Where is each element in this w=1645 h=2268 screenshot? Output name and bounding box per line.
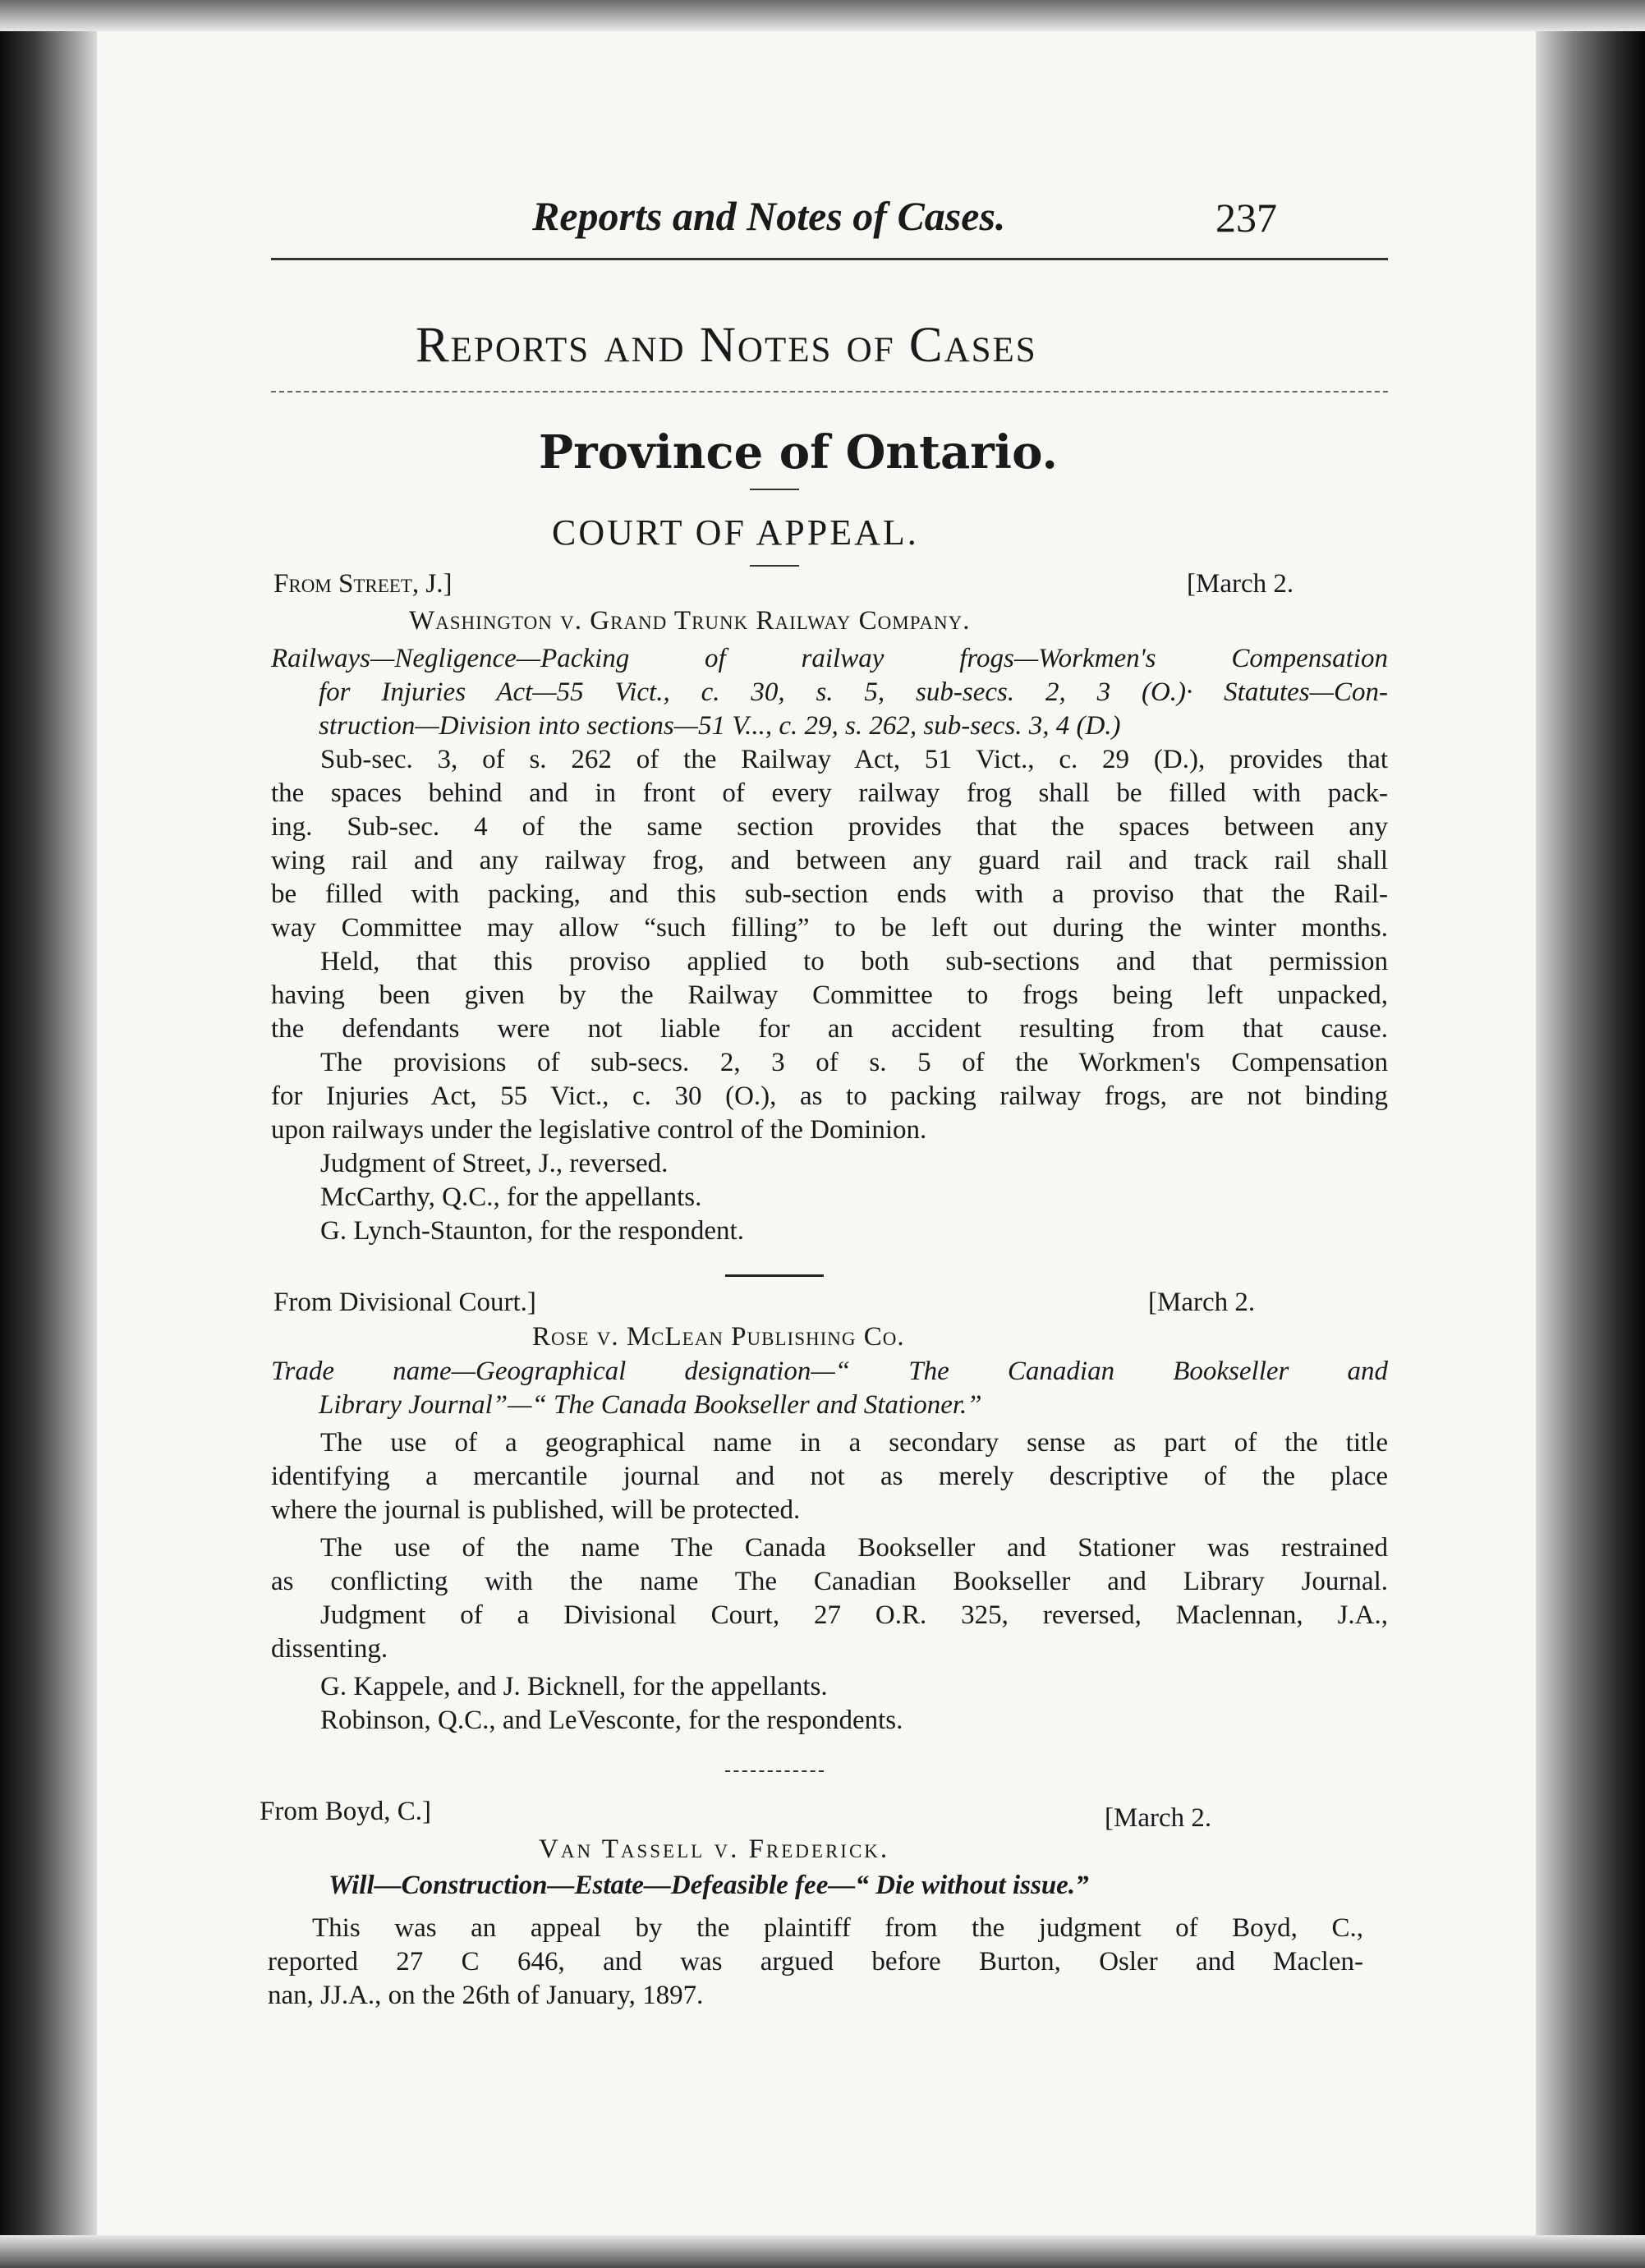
case1-counsel: McCarthy, Q.C., for the appellants. xyxy=(320,1182,702,1212)
case2-counsel: G. Kappele, and J. Bicknell, for the appellants. xyxy=(320,1672,828,1701)
case3-body-line: nan, JJ.A., on the 26th of January, 1897. xyxy=(268,1981,704,2010)
case1-body-line: the spaces behind and in front of every railway frog shall be filled with pack- xyxy=(271,778,1388,808)
case1-body-line: wing rail and any railway frog, and between any guard rail and track rail shall xyxy=(271,846,1388,875)
scan-shadow-top xyxy=(0,0,1645,31)
case1-body-line: Sub-sec. 3, of s. 262 of the Railway Act, 51 Vict., c. 29 (D.), provides that xyxy=(320,745,1388,774)
case2-headnote-line: Trade name—Geographical designation—“ The Canadian Bookseller and xyxy=(271,1357,1388,1386)
case3-from: From Boyd, C.] xyxy=(260,1797,432,1826)
case3-title: Van Tassell v. Frederick. xyxy=(539,1834,890,1864)
case1-headnote-line: Railways—Negligence—Packing of railway frogs—Workmen's Compensation xyxy=(271,644,1388,673)
case1-body-line: upon railways under the legislative control of the Dominion. xyxy=(271,1115,927,1145)
court-heading: COURT OF APPEAL. xyxy=(552,512,919,553)
case2-body-line: where the journal is published, will be protected. xyxy=(271,1495,801,1525)
case1-title: Washington v. Grand Trunk Railway Company. xyxy=(409,606,971,636)
case1-from: From Street, J.] xyxy=(273,569,453,599)
scan-shadow-left xyxy=(0,0,97,2268)
case2-body-line: as conflicting with the name The Canadian Bookseller and Library Journal. xyxy=(271,1567,1388,1596)
case1-body-line: ing. Sub-sec. 4 of the same section provides that the spaces between any xyxy=(271,812,1388,842)
case-separator xyxy=(725,1274,824,1277)
case2-body-line: dissenting. xyxy=(271,1634,388,1664)
case2-body-line: The use of the name The Canada Bookseller and Stationer was restrained xyxy=(320,1533,1388,1563)
case1-body-line: having been given by the Railway Committee to frogs being left unpacked, xyxy=(271,980,1388,1010)
case2-date: [March 2. xyxy=(1148,1288,1256,1317)
case1-body-line: way Committee may allow “such filling” to be left out during the winter months. xyxy=(271,913,1388,943)
scan-shadow-bottom xyxy=(0,2235,1645,2268)
case1-headnote-line: struction—Division into sections—51 V..., c. 29, s. 262, sub-secs. 3, 4 (D.) xyxy=(319,711,1121,741)
case2-body-line: identifying a mercantile journal and not as merely descriptive of the place xyxy=(271,1462,1388,1491)
short-rule xyxy=(750,565,799,567)
case1-headnote-line: for Injuries Act—55 Vict., c. 30, s. 5, sub-secs. 2, 3 (O.)· Statutes—Con- xyxy=(319,677,1388,707)
case1-judgment: Judgment of Street, J., reversed. xyxy=(320,1149,669,1178)
case1-body-line: The provisions of sub-secs. 2, 3 of s. 5 of the Workmen's Compensation xyxy=(320,1048,1388,1077)
case2-body-line: Judgment of a Divisional Court, 27 O.R. 325, reversed, Maclennan, J.A., xyxy=(320,1600,1388,1630)
case2-title: Rose v. McLean Publishing Co. xyxy=(532,1322,905,1352)
case2-from: From Divisional Court.] xyxy=(273,1288,536,1317)
header-rule xyxy=(271,258,1388,260)
case1-date: [March 2. xyxy=(1187,569,1294,599)
case3-date: [March 2. xyxy=(1105,1803,1212,1833)
running-title: Reports and Notes of Cases. xyxy=(532,193,1006,239)
case1-body-line: be filled with packing, and this sub-section ends with a proviso that the Rail- xyxy=(271,879,1388,909)
case1-body-line: Held, that this proviso applied to both sub-sections and that permission xyxy=(320,947,1388,976)
case-separator xyxy=(725,1770,824,1772)
case2-body-line: The use of a geographical name in a secondary sense as part of the title xyxy=(320,1428,1388,1458)
case1-counsel: G. Lynch-Staunton, for the respondent. xyxy=(320,1216,744,1246)
case1-body-line: for Injuries Act, 55 Vict., c. 30 (O.), as to packing railway frogs, are not binding xyxy=(271,1081,1388,1111)
case3-headnote: Will—Construction—Estate—Defeasible fee—“ Die without issue.” xyxy=(329,1871,1089,1900)
section-rule xyxy=(271,391,1388,393)
case1-body-line: the defendants were not liable for an accident resulting from that cause. xyxy=(271,1014,1388,1044)
province-heading: Province of Ontario. xyxy=(539,425,1058,480)
case2-counsel: Robinson, Q.C., and LeVesconte, for the respondents. xyxy=(320,1706,903,1735)
page-number: 237 xyxy=(1215,195,1277,241)
section-title: Reports and Notes of Cases xyxy=(416,318,1037,373)
case3-body-line: reported 27 C 646, and was argued before Burton, Osler and Maclen- xyxy=(268,1947,1363,1976)
document-page xyxy=(97,31,1536,2235)
short-rule xyxy=(750,489,799,490)
scan-shadow-right xyxy=(1536,0,1645,2268)
case2-headnote-line: Library Journal”—“ The Canada Bookseller and Stationer.” xyxy=(319,1390,982,1420)
case3-body-line: This was an appeal by the plaintiff from the judgment of Boyd, C., xyxy=(312,1913,1363,1943)
